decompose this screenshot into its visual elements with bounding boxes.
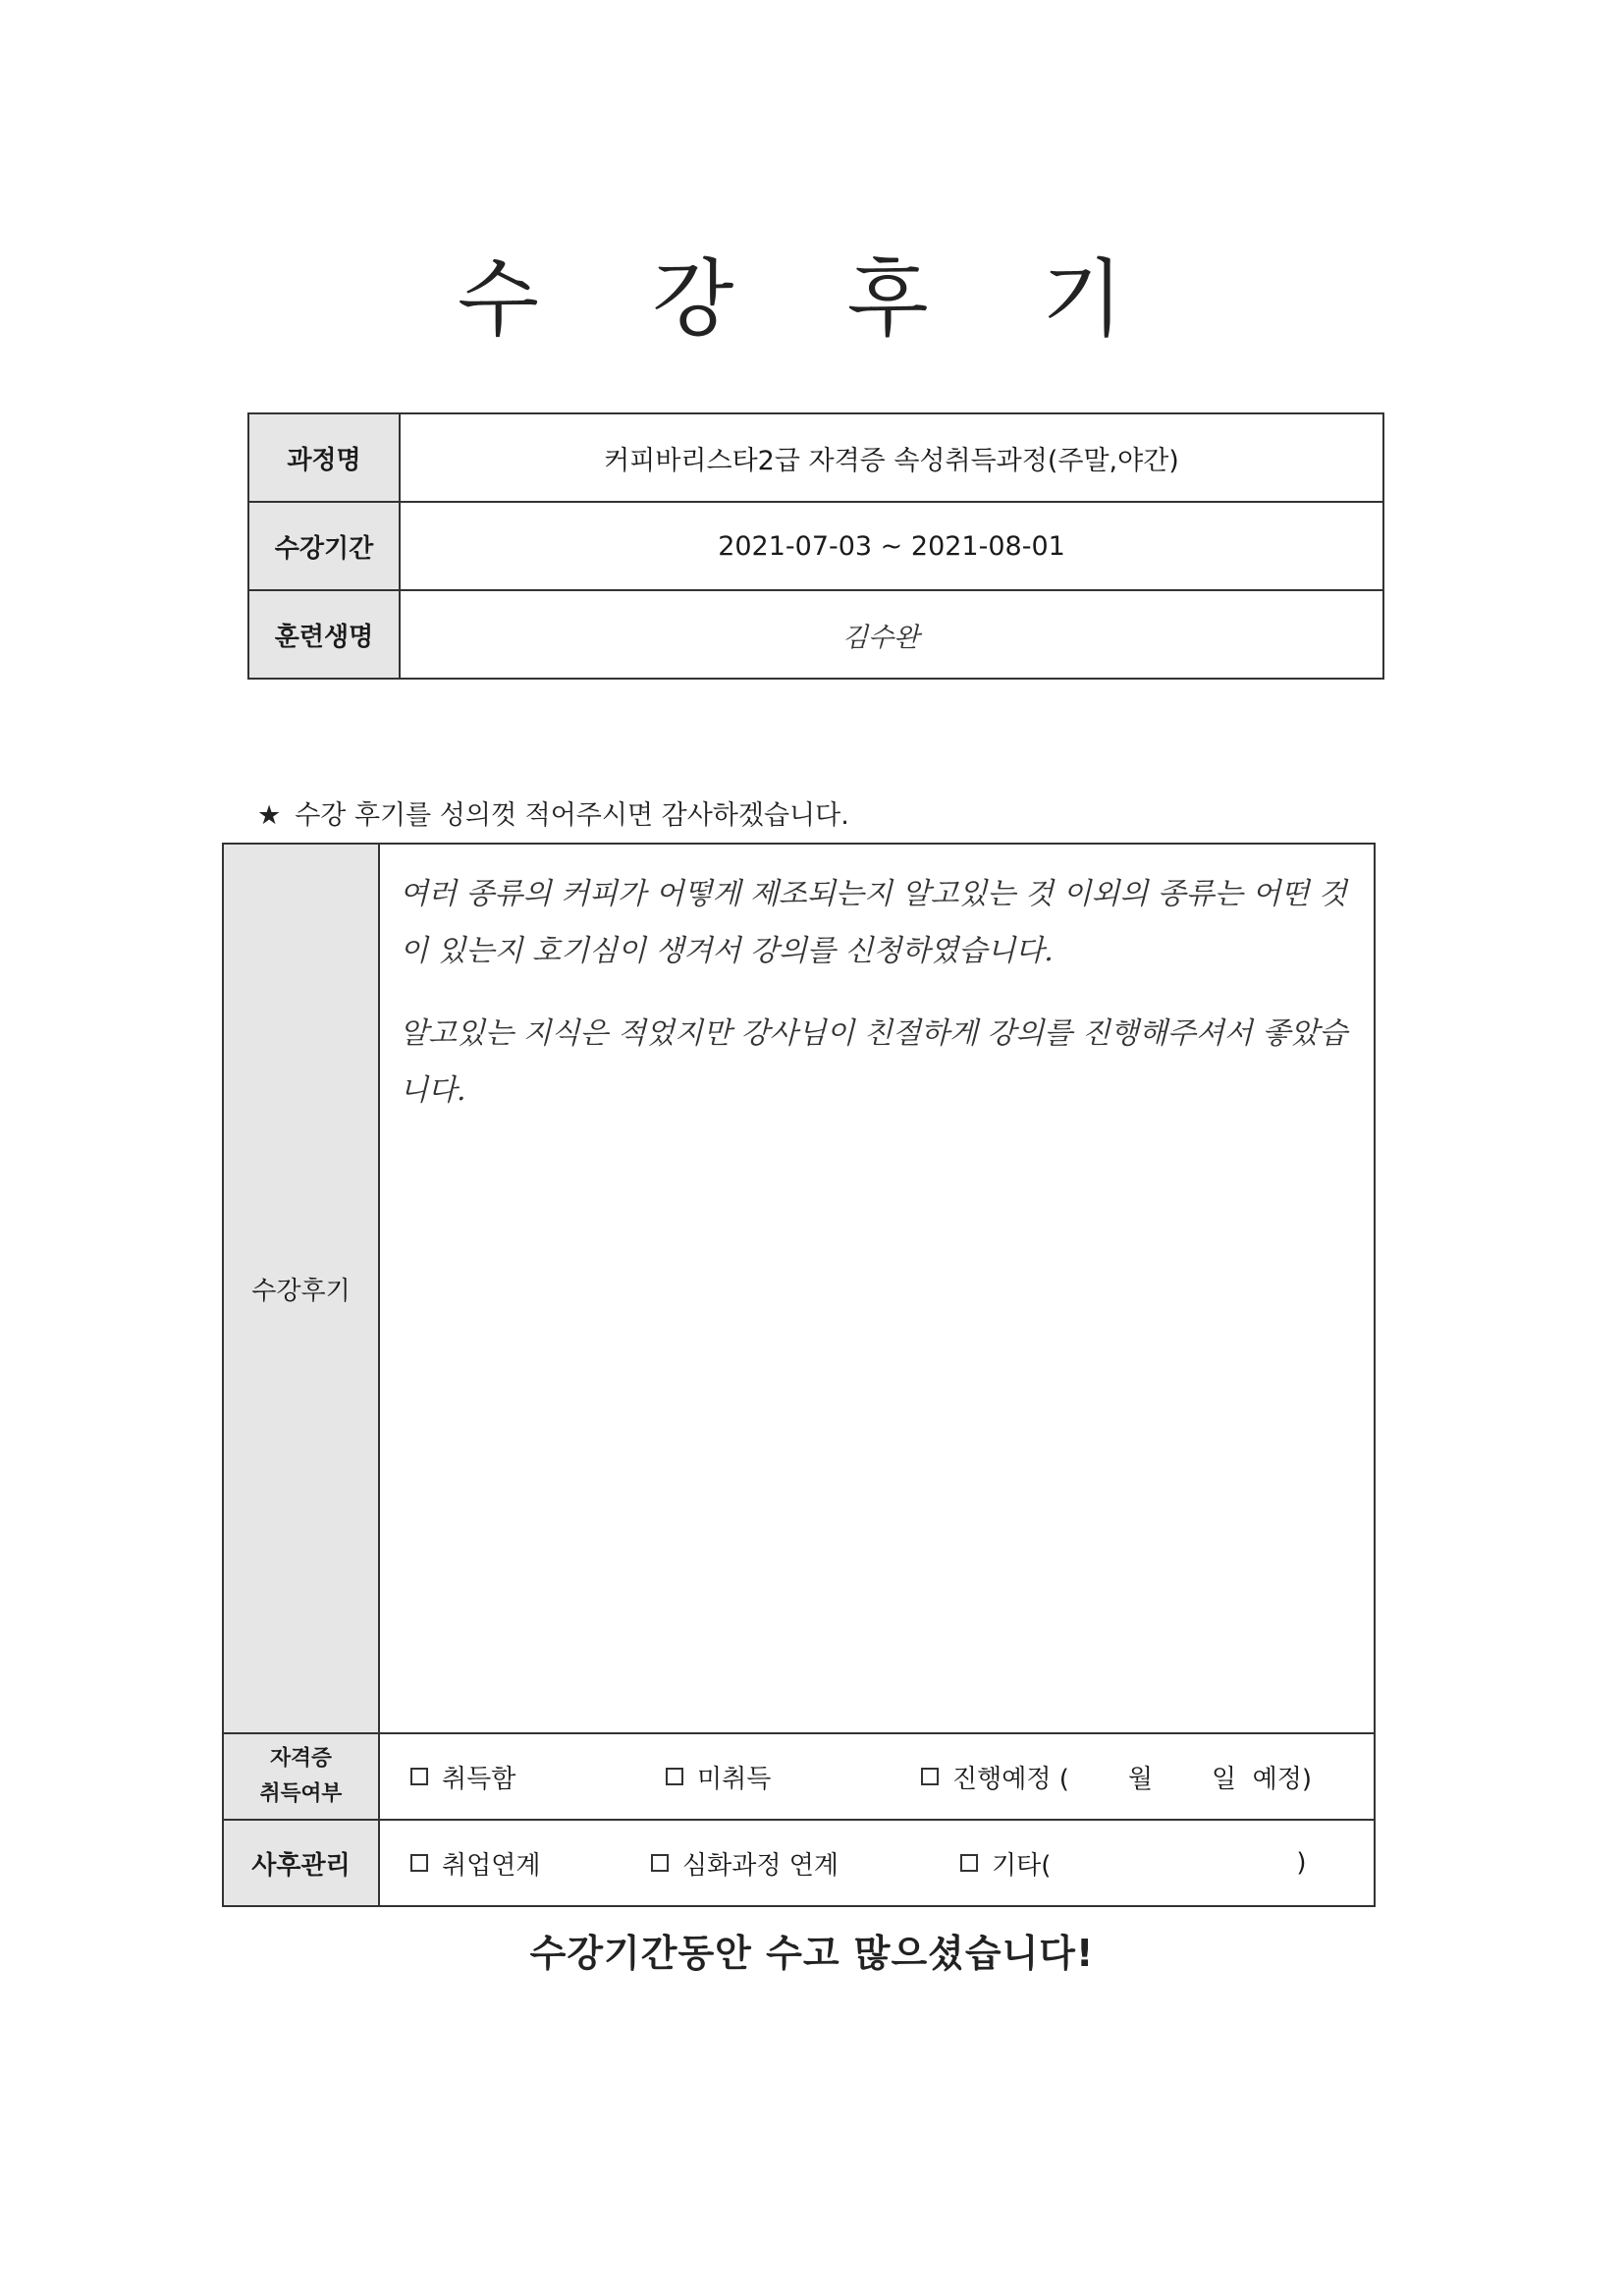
checkbox-icon bbox=[410, 1854, 428, 1872]
certificate-label-line2: 취득여부 bbox=[259, 1781, 343, 1806]
certificate-row bbox=[223, 1733, 1375, 1820]
period-label: 수강기간 bbox=[248, 502, 400, 590]
employment-link-checkbox[interactable] bbox=[410, 1845, 651, 1882]
aftercare-options bbox=[379, 1820, 1375, 1906]
other-suffix: ) bbox=[1296, 1848, 1307, 1878]
course-label: 과정명 bbox=[248, 413, 400, 502]
page-title: 수 강 후 기 bbox=[457, 250, 1167, 349]
review-text-area[interactable] bbox=[379, 844, 1375, 1733]
certificate-label bbox=[223, 1733, 379, 1820]
day-label: 일 bbox=[1212, 1764, 1237, 1794]
checkbox-icon bbox=[651, 1854, 669, 1872]
trainee-label: 훈련생명 bbox=[248, 590, 400, 679]
course-row bbox=[248, 413, 1383, 502]
aftercare-row bbox=[223, 1820, 1375, 1906]
advanced-course-checkbox[interactable] bbox=[651, 1845, 960, 1882]
planned-suffix: 예정) bbox=[1252, 1764, 1313, 1794]
trainee-name-field[interactable]: 김수완 bbox=[400, 590, 1383, 679]
aftercare-label: 사후관리 bbox=[223, 1820, 379, 1906]
employment-link-label: 취업연계 bbox=[442, 1850, 541, 1881]
star-icon: ★ bbox=[257, 800, 282, 831]
certificate-planned-checkbox[interactable] bbox=[921, 1759, 1373, 1795]
other-label: 기타( bbox=[992, 1850, 1052, 1881]
checkbox-icon bbox=[921, 1768, 939, 1785]
course-value: 커피바리스타2급 자격증 속성취득과정(주말,야간) bbox=[400, 413, 1383, 502]
review-paragraph-2: 알고있는 지식은 적었지만 강사님이 친절하게 강의를 진행해주셔서 좋았습니다. bbox=[400, 1016, 1348, 1108]
notice-text: 수강 후기를 성의껏 적어주시면 감사하겠습니다. bbox=[295, 800, 849, 831]
certificate-not-acquired-checkbox[interactable] bbox=[666, 1759, 921, 1795]
course-info-table bbox=[247, 412, 1384, 680]
trainee-row bbox=[248, 590, 1383, 679]
certificate-label-line1: 자격증 bbox=[270, 1746, 332, 1771]
certificate-acquired-checkbox[interactable] bbox=[410, 1759, 666, 1795]
period-row bbox=[248, 502, 1383, 590]
checkbox-icon bbox=[666, 1768, 683, 1785]
checkbox-icon bbox=[960, 1854, 978, 1872]
review-row bbox=[223, 844, 1375, 1733]
certificate-options bbox=[379, 1733, 1375, 1820]
advanced-course-label: 심화과정 연계 bbox=[682, 1850, 839, 1881]
review-table bbox=[222, 843, 1376, 1907]
notice bbox=[257, 793, 849, 832]
other-checkbox[interactable] bbox=[960, 1845, 1307, 1882]
closing-message: 수강기간동안 수고 많으셨습니다! bbox=[529, 1932, 1095, 1975]
month-label: 월 bbox=[1127, 1764, 1153, 1794]
review-paragraph-1: 여러 종류의 커피가 어떻게 제조되는지 알고있는 것 이외의 종류는 어떤 것이 있는지 호기심이 생겨서 강의를 신청하였습니다. bbox=[400, 877, 1347, 968]
certificate-not-acquired-label: 미취득 bbox=[697, 1764, 772, 1794]
period-value: 2021-07-03 ~ 2021-08-01 bbox=[400, 502, 1383, 590]
certificate-acquired-label: 취득함 bbox=[442, 1764, 516, 1794]
certificate-planned-label: 진행예정 ( bbox=[952, 1764, 1069, 1794]
review-label: 수강후기 bbox=[223, 844, 379, 1733]
checkbox-icon bbox=[410, 1768, 428, 1785]
